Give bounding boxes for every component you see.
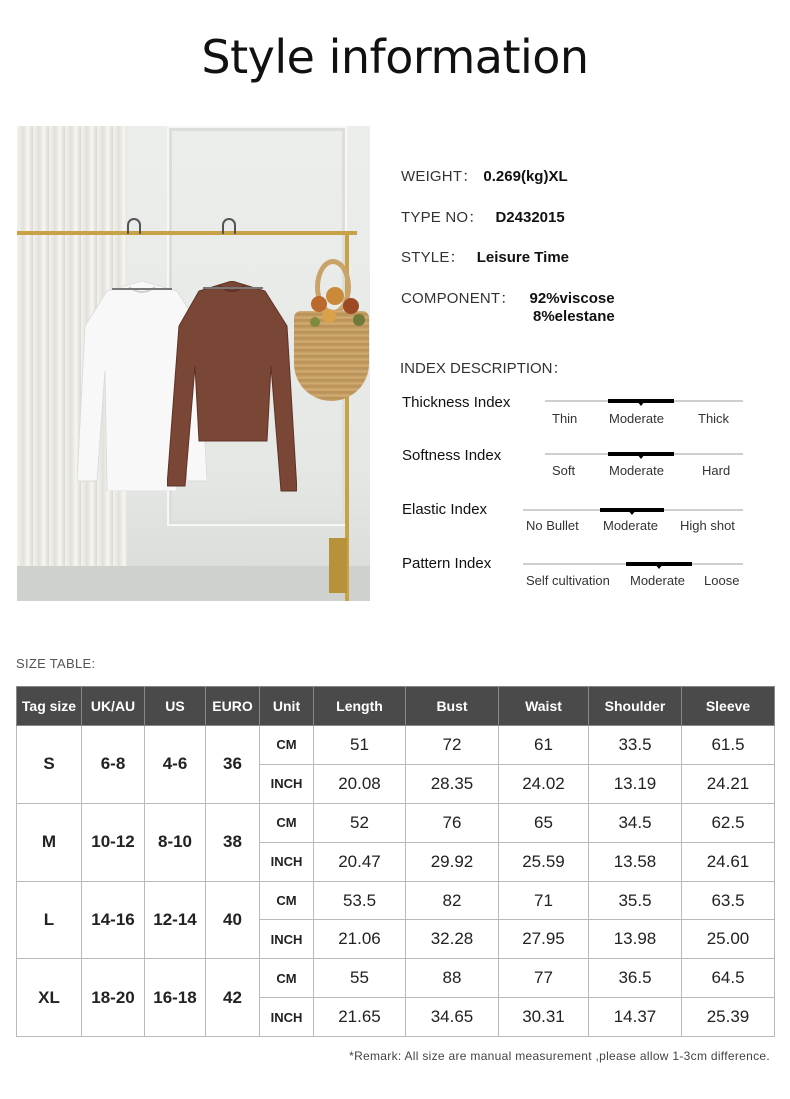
pattern-option: Moderate xyxy=(630,573,685,588)
size-table-heading: SIZE TABLE: xyxy=(16,656,96,671)
thickness-index-scale xyxy=(545,400,743,402)
column-header: Bust xyxy=(406,687,499,726)
shoulder-cell: 13.98 xyxy=(589,920,682,959)
bust-cell: 72 xyxy=(406,726,499,765)
column-header: Shoulder xyxy=(589,687,682,726)
column-header: US xyxy=(145,687,206,726)
shoulder-cell: 33.5 xyxy=(589,726,682,765)
euro-cell: 38 xyxy=(206,803,260,881)
unit-cell: INCH xyxy=(260,998,314,1037)
uk-au-cell: 6-8 xyxy=(82,726,145,804)
bust-cell: 88 xyxy=(406,959,499,998)
marker-triangle-icon xyxy=(655,564,663,569)
shoulder-cell: 34.5 xyxy=(589,803,682,842)
length-cell: 55 xyxy=(314,959,406,998)
elastic-option: No Bullet xyxy=(526,518,579,533)
euro-cell: 36 xyxy=(206,726,260,804)
table-row xyxy=(17,726,775,765)
index-description-heading: INDEX DESCRIPTION： xyxy=(400,360,568,377)
sleeve-cell: 63.5 xyxy=(682,881,775,920)
euro-cell: 42 xyxy=(206,959,260,1037)
softness-index-scale xyxy=(545,453,743,455)
column-header: Waist xyxy=(499,687,589,726)
shoulder-cell: 36.5 xyxy=(589,959,682,998)
component-value-2: 8%elestane xyxy=(533,308,615,325)
brown-top-illustration xyxy=(167,281,297,501)
sleeve-cell: 25.00 xyxy=(682,920,775,959)
softness-option: Hard xyxy=(702,463,731,478)
waist-cell: 27.95 xyxy=(499,920,589,959)
hanger-hook-icon xyxy=(127,218,141,234)
pattern-index-scale xyxy=(523,563,743,565)
unit-cell: INCH xyxy=(260,842,314,881)
thickness-index-label: Thickness Index xyxy=(402,394,511,411)
floor-illustration xyxy=(17,566,370,601)
bust-cell: 29.92 xyxy=(406,842,499,881)
table-header-row xyxy=(17,687,775,726)
tag-size-cell: L xyxy=(17,881,82,959)
tag-size-cell: S xyxy=(17,726,82,804)
column-header: EURO xyxy=(206,687,260,726)
waist-cell: 77 xyxy=(499,959,589,998)
clothes-rail xyxy=(17,231,357,235)
pattern-index-label: Pattern Index xyxy=(402,555,492,572)
us-cell: 8-10 xyxy=(145,803,206,881)
softness-option: Soft xyxy=(552,463,576,478)
weight-label: WEIGHT： xyxy=(401,168,478,185)
pattern-option: Loose xyxy=(704,573,740,588)
marker-triangle-icon xyxy=(628,510,636,515)
waist-cell: 71 xyxy=(499,881,589,920)
column-header: UK/AU xyxy=(82,687,145,726)
component-row xyxy=(401,287,615,308)
unit-cell: CM xyxy=(260,959,314,998)
component-label: COMPONENT： xyxy=(401,290,516,307)
length-cell: 51 xyxy=(314,726,406,765)
table-row xyxy=(17,881,775,920)
unit-cell: INCH xyxy=(260,764,314,803)
bust-cell: 34.65 xyxy=(406,998,499,1037)
sleeve-cell: 24.21 xyxy=(682,764,775,803)
elastic-index-label: Elastic Index xyxy=(402,501,488,518)
column-header: Length xyxy=(314,687,406,726)
uk-au-cell: 10-12 xyxy=(82,803,145,881)
length-cell: 21.65 xyxy=(314,998,406,1037)
product-photo xyxy=(17,126,370,601)
marker-triangle-icon xyxy=(637,401,645,406)
waist-cell: 61 xyxy=(499,726,589,765)
uk-au-cell: 14-16 xyxy=(82,881,145,959)
elastic-option: Moderate xyxy=(603,518,658,533)
thickness-option: Thin xyxy=(552,411,578,426)
type-no-row xyxy=(401,206,565,227)
tag-size-cell: M xyxy=(17,803,82,881)
uk-au-cell: 18-20 xyxy=(82,959,145,1037)
elastic-index-scale xyxy=(523,509,743,511)
us-cell: 16-18 xyxy=(145,959,206,1037)
marker-triangle-icon xyxy=(637,454,645,459)
bust-cell: 82 xyxy=(406,881,499,920)
unit-cell: INCH xyxy=(260,920,314,959)
sleeve-cell: 62.5 xyxy=(682,803,775,842)
unit-cell: CM xyxy=(260,726,314,765)
column-header: Unit xyxy=(260,687,314,726)
length-cell: 20.08 xyxy=(314,764,406,803)
type-no-value: D2432015 xyxy=(495,209,565,226)
sleeve-cell: 64.5 xyxy=(682,959,775,998)
style-row xyxy=(401,246,569,267)
rail-base xyxy=(329,538,347,593)
weight-value: 0.269(kg)XL xyxy=(483,168,568,185)
bust-cell: 32.28 xyxy=(406,920,499,959)
table-row xyxy=(17,803,775,842)
unit-cell: CM xyxy=(260,881,314,920)
elastic-option: High shot xyxy=(680,518,735,533)
shoulder-cell: 35.5 xyxy=(589,881,682,920)
length-cell: 53.5 xyxy=(314,881,406,920)
us-cell: 4-6 xyxy=(145,726,206,804)
waist-cell: 24.02 xyxy=(499,764,589,803)
shoulder-cell: 14.37 xyxy=(589,998,682,1037)
dried-flowers-illustration xyxy=(307,286,370,336)
page-title: Style information xyxy=(201,30,589,84)
tag-size-cell: XL xyxy=(17,959,82,1037)
size-table xyxy=(16,686,775,1037)
sleeve-cell: 24.61 xyxy=(682,842,775,881)
component-value-1: 92%viscose xyxy=(529,290,615,307)
style-label: STYLE： xyxy=(401,249,465,266)
waist-cell: 30.31 xyxy=(499,998,589,1037)
style-value: Leisure Time xyxy=(476,249,569,266)
waist-cell: 65 xyxy=(499,803,589,842)
softness-option: Moderate xyxy=(609,463,664,478)
thickness-option: Thick xyxy=(698,411,730,426)
type-no-label: TYPE NO： xyxy=(401,209,484,226)
pattern-option: Self cultivation xyxy=(526,573,610,588)
length-cell: 21.06 xyxy=(314,920,406,959)
softness-index-label: Softness Index xyxy=(402,447,502,464)
euro-cell: 40 xyxy=(206,881,260,959)
shoulder-cell: 13.58 xyxy=(589,842,682,881)
column-header: Sleeve xyxy=(682,687,775,726)
table-row xyxy=(17,959,775,998)
hanger-hook-icon xyxy=(222,218,236,234)
us-cell: 12-14 xyxy=(145,881,206,959)
length-cell: 52 xyxy=(314,803,406,842)
column-header: Tag size xyxy=(17,687,82,726)
sleeve-cell: 25.39 xyxy=(682,998,775,1037)
remark-note: *Remark: All size are manual measurement ,please allow 1-3cm difference. xyxy=(349,1049,770,1063)
bust-cell: 28.35 xyxy=(406,764,499,803)
sleeve-cell: 61.5 xyxy=(682,726,775,765)
bust-cell: 76 xyxy=(406,803,499,842)
thickness-option: Moderate xyxy=(609,411,664,426)
weight-row xyxy=(401,165,568,186)
length-cell: 20.47 xyxy=(314,842,406,881)
waist-cell: 25.59 xyxy=(499,842,589,881)
unit-cell: CM xyxy=(260,803,314,842)
shoulder-cell: 13.19 xyxy=(589,764,682,803)
